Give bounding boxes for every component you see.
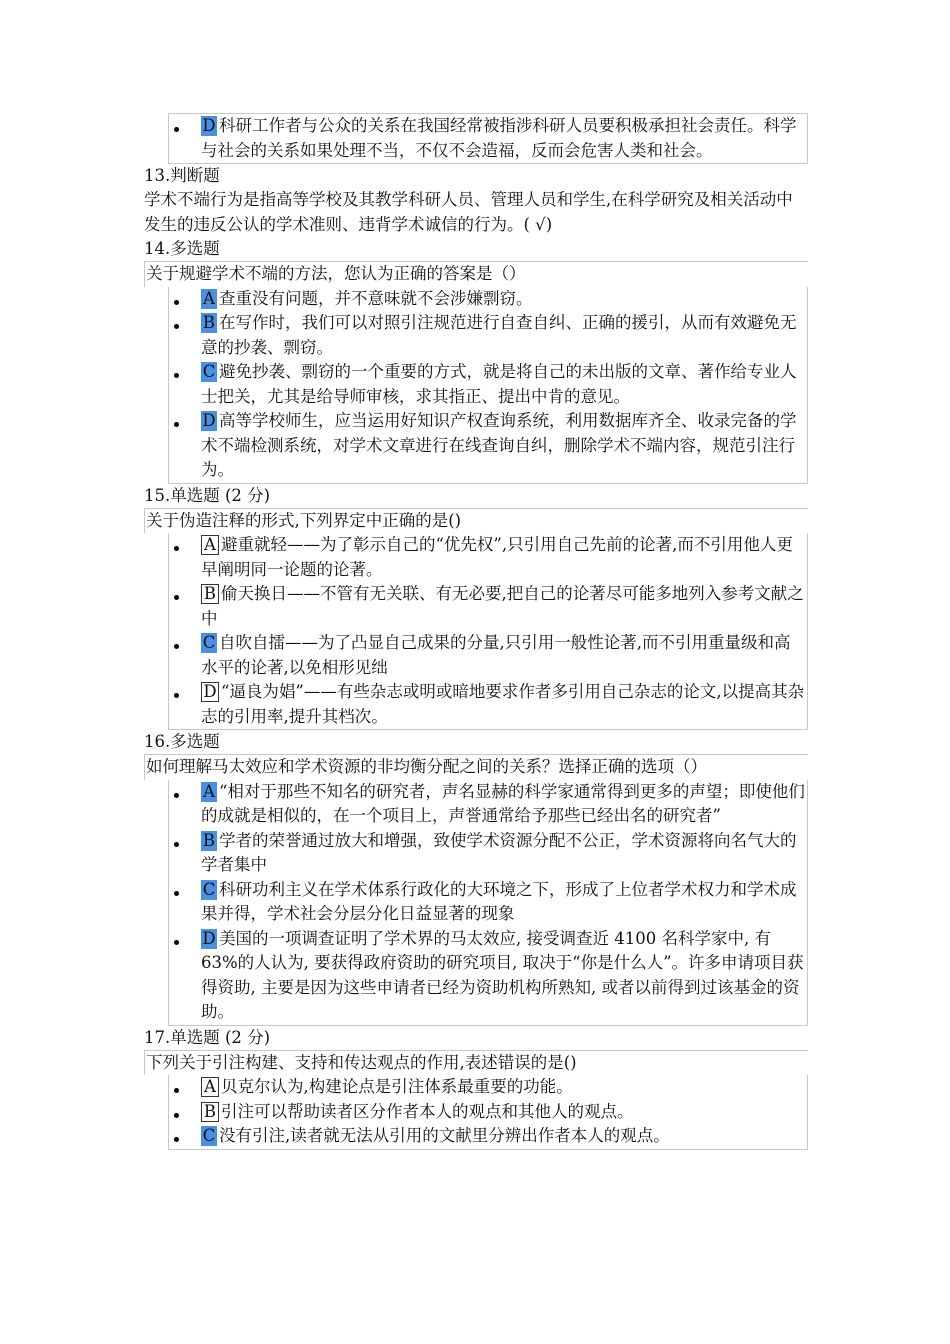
q13-header: 13.判断题 (144, 166, 220, 185)
q12-options (168, 113, 808, 164)
option-d[interactable] (169, 409, 807, 483)
option-letter: B (201, 1102, 219, 1122)
q15-header: 15.单选题 (2 分) (144, 485, 271, 505)
bullet-icon (174, 1088, 179, 1093)
option-text: 查重没有问题，并不意味就不会涉嫌剽窃。 (219, 288, 533, 308)
q16-options (168, 780, 808, 1026)
q17-stem: 下列关于引注构建、支持和传达观点的作用,表述错误的是() (144, 1050, 808, 1076)
option-a[interactable] (169, 1075, 807, 1100)
bullet-icon (174, 422, 179, 427)
option-a[interactable] (169, 533, 807, 582)
option-c[interactable] (169, 878, 807, 927)
q14-header: 14.多选题 (144, 239, 220, 258)
option-letter: C (202, 633, 216, 652)
option-text: 避重就轻——为了彰示自己的“优先权”,只引用自己先前的论著,而不引用他人更早阐明同一论题的论著。 (201, 535, 793, 579)
option-text: 自吹自擂——为了凸显自己成果的分量,只引用一般性论著,而不引用重量级和高水平的论著,以免相形见绌 (201, 633, 791, 677)
q16-header: 16.多选题 (144, 732, 220, 751)
option-letter: A (201, 289, 217, 309)
q16-stem: 如何理解马太效应和学术资源的非均衡分配之间的关系？选择正确的选项（） (144, 754, 808, 780)
option-text: 贝克尔认为,构建论点是引注体系最重要的功能。 (221, 1077, 573, 1096)
option-b[interactable] (169, 311, 807, 360)
option-c[interactable] (169, 1124, 807, 1149)
option-text: 避免抄袭、剽窃的一个重要的方式，就是将自己的未出版的文章、著作给专业人士把关，尤其是给导师审核，求其指正、提出中肯的意见。 (201, 362, 797, 406)
option-text: “相对于那些不知名的研究者，声名显赫的科学家通常得到更多的声望；即使他们的成就是相似的，在一个项目上，声誉通常给予那些已经出名的研究者” (201, 781, 805, 825)
option-letter: D (201, 682, 219, 702)
bullet-icon (174, 127, 179, 132)
bullet-icon (174, 644, 179, 649)
option-letter: B (201, 584, 219, 604)
bullet-icon (174, 891, 179, 896)
option-letter: C (202, 879, 216, 899)
option-text: 偷天换日——不管有无关联、有无必要,把自己的论著尽可能多地列入参考文献之中 (201, 584, 804, 628)
option-letter: A (201, 535, 219, 555)
option-letter: D (202, 928, 216, 948)
option-text: 科研工作者与公众的关系在我国经常被指涉科研人员要积极承担社会责任。科学与社会的关系如果处理不当，不仅不会造福，反而会危害人类和社会。 (201, 116, 797, 160)
option-b[interactable] (169, 582, 807, 631)
bullet-icon (174, 546, 179, 551)
bullet-icon (174, 693, 179, 698)
option-letter: A (201, 782, 217, 802)
bullet-icon (174, 842, 179, 847)
option-letter: C (202, 1126, 216, 1145)
option-text: 引注可以帮助读者区分作者本人的观点和其他人的观点。 (221, 1101, 634, 1121)
q15-stem: 关于伪造注释的形式,下列界定中正确的是() (144, 508, 808, 534)
q15-options (168, 533, 808, 730)
bullet-icon (174, 300, 179, 305)
q14-stem: 关于规避学术不端的方法，您认为正确的答案是（） (144, 261, 808, 287)
option-text: 学者的荣誉通过放大和增强，致使学术资源分配不公正，学术资源将向名气大的学者集中 (201, 830, 797, 874)
bullet-icon (174, 324, 179, 329)
option-text: 高等学校师生，应当运用好知识产权查询系统，利用数据库齐全、收录完备的学术不端检测系统，对学术文章进行在线查询自纠，删除学术不端内容，规范引注行为。 (201, 411, 797, 479)
option-c[interactable] (169, 360, 807, 409)
q17-options (168, 1075, 808, 1150)
option-c[interactable] (169, 631, 807, 680)
option-text: 美国的一项调查证明了学术界的马太效应, 接受调查近 4100 名科学家中, 有 63%的人认为, 要获得政府资助的研究项目, 取决于“你是什么人”。许多申请项目获得资助, 主要是因为这些申请者已经为资助机构所熟知, 或者以前得到过该基金的资助。 (201, 928, 804, 1021)
bullet-icon (174, 1137, 179, 1142)
option-d[interactable] (169, 114, 807, 163)
document-body (144, 113, 808, 1150)
bullet-icon (174, 1113, 179, 1118)
bullet-icon (174, 940, 179, 945)
option-d[interactable] (169, 927, 807, 1025)
bullet-icon (174, 595, 179, 600)
q14-options (168, 287, 808, 484)
option-letter: A (201, 1077, 219, 1097)
option-text: 科研功利主义在学术体系行政化的大环境之下，形成了上位者学术权力和学术成果并得，学术社会分层分化日益显著的现象 (201, 879, 797, 923)
bullet-icon (174, 793, 179, 798)
option-text: 没有引注,读者就无法从引用的文献里分辨出作者本人的观点。 (219, 1126, 670, 1145)
option-text: “逼良为娼”——有些杂志或明或暗地要求作者多引用自己杂志的论文,以提高其杂志的引用率,提升其档次。 (201, 682, 805, 726)
option-text: 在写作时，我们可以对照引注规范进行自查自纠、正确的援引，从而有效避免无意的抄袭、剽窃。 (201, 313, 797, 357)
option-letter: C (202, 362, 216, 381)
bullet-icon (174, 373, 179, 378)
q17-header: 17.单选题 (2 分) (144, 1027, 271, 1047)
option-d[interactable] (169, 680, 807, 729)
option-b[interactable] (169, 829, 807, 878)
option-letter: D (202, 116, 216, 135)
option-a[interactable] (169, 287, 807, 312)
option-b[interactable] (169, 1100, 807, 1125)
option-letter: B (202, 313, 216, 332)
q13-stem: 学术不端行为是指高等学校及其教学科研人员、管理人员和学生,在科学研究及相关活动中发生的违反公认的学术准则、违背学术诚信的行为。( √) (144, 190, 793, 234)
option-letter: B (202, 830, 216, 850)
option-letter: D (202, 411, 216, 430)
option-a[interactable] (169, 780, 807, 829)
